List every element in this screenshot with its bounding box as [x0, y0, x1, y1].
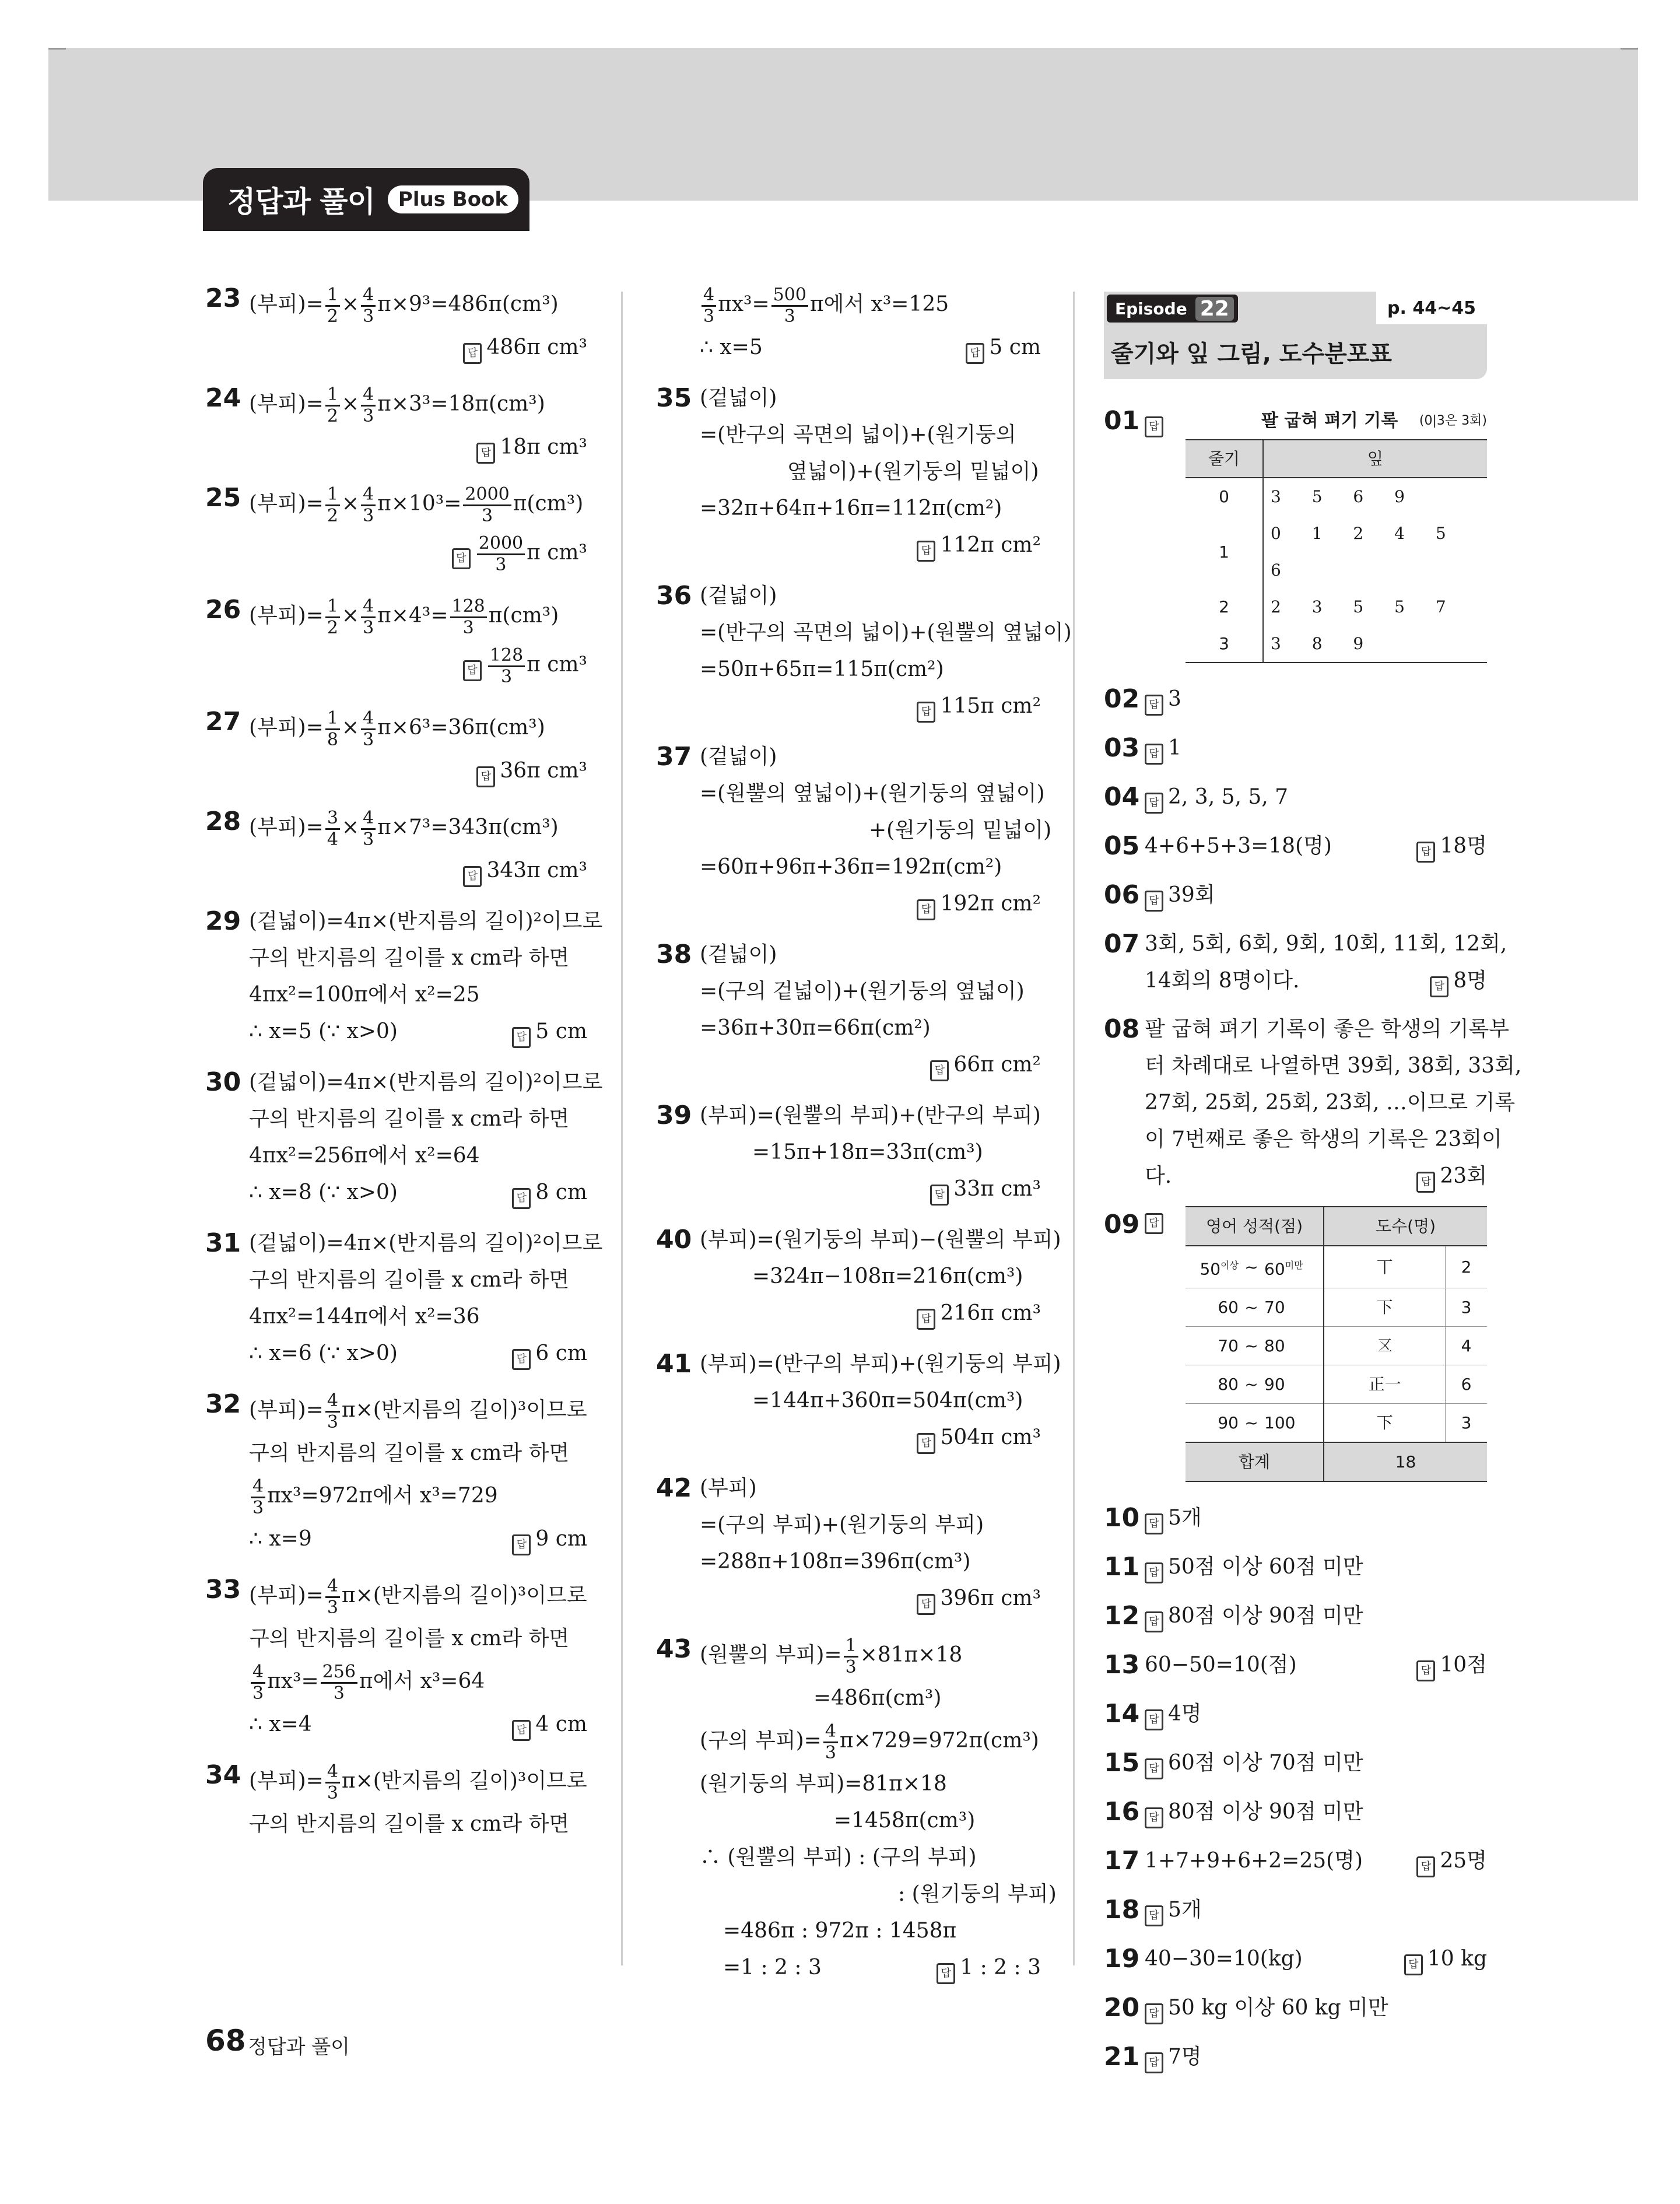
- answer-mark-icon: 답: [1145, 2003, 1163, 2024]
- question-15: 15 답 60점 이상 70점 미만: [1104, 1744, 1487, 1793]
- answer-line: 답 504π cm³: [700, 1419, 1041, 1456]
- stem-leaf-row: 1 0 1 2 4 5 6: [1186, 515, 1487, 588]
- question-12: 12 답 80점 이상 90점 미만: [1104, 1597, 1487, 1646]
- column-divider: [1073, 292, 1075, 1965]
- question-11: 11 답 50점 이상 60점 미만: [1104, 1548, 1487, 1597]
- problem-number: 24: [205, 383, 241, 413]
- problem-number: 33: [205, 1575, 241, 1604]
- question-number: 20: [1104, 1993, 1140, 2023]
- solution-line: ∴ x=9 답 9 cm: [249, 1520, 587, 1557]
- problem-34: [205, 1757, 587, 1842]
- solution-line: =486π(cm³): [813, 1686, 942, 1710]
- stem-leaf-title: 팔 굽혀 펴기 기록: [1261, 411, 1398, 431]
- crop-mark: [1621, 48, 1638, 50]
- frequency-total-row: 합계 18: [1186, 1442, 1487, 1481]
- problem-40: [656, 1221, 1061, 1331]
- question-07: [1104, 926, 1507, 999]
- solution-line: =36π+30π=66π(cm²): [700, 1016, 931, 1040]
- solution-line: +(원기둥의 밑넓이): [869, 818, 1052, 842]
- question-number: 03: [1104, 733, 1140, 763]
- answer-line: 답 36π cm³: [249, 752, 587, 789]
- solution-line: =1458π(cm³): [834, 1809, 976, 1832]
- problem-number: 36: [656, 581, 692, 611]
- problem-number: 30: [205, 1067, 241, 1097]
- problem-38: [656, 936, 1041, 1083]
- problem-27: [205, 703, 587, 789]
- stem-leaf-row: 3 3 8 9: [1186, 625, 1487, 663]
- answer-mark-icon: 답: [512, 1027, 531, 1048]
- answer-mark-icon: 답: [1145, 744, 1163, 765]
- problem-37: [656, 738, 1052, 922]
- solution-line: (부피)= $\frac{1}{2}$ × $\frac{4}{3}$ π×9³=486π(cm³): [249, 284, 559, 327]
- solution-line: =1 : 2 : 3 답 1 : 2 : 3: [700, 1949, 1041, 1986]
- solution-line: =(반구의 곡면의 넓이)+(원기둥의: [700, 423, 1016, 447]
- answer-line: 답 115π cm²: [700, 688, 1041, 724]
- answer-mark-icon: 답: [1145, 416, 1163, 437]
- question-number: 02: [1104, 684, 1140, 714]
- solution-line: =486π : 972π : 1458π: [723, 1919, 957, 1943]
- solution-line: 이 7번째로 좋은 학생의 기록은 23회이: [1145, 1127, 1502, 1151]
- solution-line: =50π+65π=115π(cm²): [700, 657, 944, 681]
- answer-mark-icon: 답: [1145, 891, 1163, 912]
- solution-line: (겉넓이): [700, 942, 777, 966]
- answer-mark-icon: 답: [1416, 842, 1435, 863]
- solution-line: 터 차례대로 나열하면 39회, 38회, 33회,: [1145, 1054, 1522, 1078]
- answer-mark-icon: 답: [1145, 1213, 1163, 1234]
- question-number: 18: [1104, 1895, 1140, 1925]
- frequency-table: [1186, 1206, 1487, 1482]
- problem-number: 40: [656, 1225, 692, 1255]
- problem-42: [656, 1470, 1041, 1617]
- solution-line: (겉넓이)=4π×(반지름의 길이)²이므로: [249, 1070, 603, 1094]
- solution-line: 4πx²=144π에서 x²=36: [249, 1305, 480, 1329]
- solution-line: $\frac{4}{3}$ πx³=972π에서 x³=729: [249, 1471, 587, 1520]
- problem-number: 31: [205, 1228, 241, 1258]
- leaf-header: 잎: [1263, 440, 1487, 478]
- solution-line: (겉넓이)=4π×(반지름의 길이)²이므로: [249, 909, 603, 933]
- problem-number: 27: [205, 707, 241, 737]
- answer-mark-icon: 답: [512, 1188, 531, 1209]
- solution-line: ∴ x=4 답 4 cm: [249, 1706, 587, 1743]
- answer-line: [1145, 402, 1487, 439]
- answer-mark-icon: 답: [1145, 1807, 1163, 1828]
- problem-26: [205, 591, 587, 689]
- question-03: 03 답 1: [1104, 730, 1487, 779]
- problem-number: 28: [205, 807, 241, 836]
- crop-mark: [48, 48, 66, 50]
- question-20: 20 답 50 kg 이상 60 kg 미만: [1104, 1989, 1487, 2038]
- question-number: 16: [1104, 1797, 1140, 1827]
- solution-line: : (원기둥의 부피): [898, 1882, 1057, 1906]
- question-06: 06 답 39회: [1104, 877, 1487, 926]
- question-18: 18 답 5개: [1104, 1891, 1487, 1940]
- answer-mark-icon: 답: [1145, 695, 1163, 716]
- stem-leaf-row: 0 3 5 6 9: [1186, 478, 1487, 515]
- problem-number: 34: [205, 1760, 241, 1790]
- problem-41: [656, 1345, 1061, 1456]
- answer-line: 답 486π cm³: [249, 329, 587, 366]
- solution-line: ∴ x=6 (∵ x>0) 답 6 cm: [249, 1335, 587, 1372]
- solution-line: (부피)= $\frac{4}{3}$ π×(반지름의 길이)³이므로: [249, 1575, 587, 1618]
- stem-header: 줄기: [1186, 440, 1263, 478]
- problem-33: [205, 1571, 587, 1743]
- problem-number: 26: [205, 595, 241, 625]
- problem-number: 25: [205, 483, 241, 513]
- answer-mark-icon: 답: [937, 1963, 955, 1984]
- problem-36: [656, 577, 1072, 724]
- answer-mark-icon: 답: [917, 1309, 935, 1330]
- question-number: 04: [1104, 782, 1140, 812]
- answer-line: 답 192π cm²: [700, 885, 1041, 922]
- answer-mark-icon: 답: [1145, 1611, 1163, 1632]
- solution-line: (겉넓이)=4π×(반지름의 길이)²이므로: [249, 1231, 603, 1255]
- solution-line: =15π+18π=33π(cm³): [752, 1140, 983, 1164]
- question-01: [1104, 402, 1487, 663]
- answer-mark-icon: 답: [1416, 1856, 1435, 1877]
- problem-29: [205, 903, 603, 1050]
- answer-mark-icon: 답: [1416, 1172, 1435, 1193]
- solution-line: 구의 반지름의 길이를 x cm라 하면: [249, 946, 570, 970]
- answer-mark-icon: 답: [463, 660, 482, 681]
- question-number: 12: [1104, 1601, 1140, 1631]
- episode-label: Episode: [1115, 299, 1187, 318]
- episode-badge: [1107, 295, 1238, 323]
- answer-mark-icon: 답: [476, 443, 495, 464]
- answer-line: 답 18π cm³: [249, 429, 587, 465]
- answer-mark-icon: 답: [930, 1185, 949, 1206]
- solution-line: (구의 부피)= $\frac{4}{3}$ π×729=972π(cm³): [700, 1721, 1039, 1763]
- question-09: [1104, 1206, 1487, 1482]
- problem-number: 35: [656, 383, 692, 413]
- answer-mark-icon: 답: [917, 899, 935, 920]
- question-number: 05: [1104, 831, 1140, 861]
- score-header: 영어 성적(점): [1186, 1207, 1324, 1246]
- question-14: 14 답 4명: [1104, 1695, 1487, 1744]
- solution-line: 구의 반지름의 길이를 x cm라 하면: [249, 1812, 570, 1836]
- answer-mark-icon: 답: [930, 1060, 949, 1081]
- solution-line: (겉넓이): [700, 584, 777, 608]
- problem-number: 43: [656, 1634, 692, 1664]
- problem-number: 37: [656, 742, 692, 772]
- answer-mark-icon: 답: [463, 343, 482, 364]
- problem-23: [205, 280, 587, 366]
- problem-30: [205, 1064, 603, 1211]
- answer-mark-icon: 답: [476, 766, 495, 787]
- solution-line: =(구의 겉넓이)+(원기둥의 옆넓이): [700, 979, 1025, 1003]
- solution-line: (겉넓이): [700, 386, 777, 410]
- solution-line: ∴ x=5 (∵ x>0) 답 5 cm: [249, 1013, 587, 1050]
- solution-line: $\frac{4}{3}$ πx³= $\frac{500}{3}$ π에서 x³=125: [700, 280, 1041, 329]
- solution-line: 다. 답 23회: [1145, 1158, 1487, 1194]
- problem-number: 38: [656, 940, 692, 969]
- answer-line: 답 216π cm³: [700, 1295, 1041, 1331]
- question-number: 13: [1104, 1650, 1140, 1680]
- episode-title: 줄기와 잎 그림, 도수분포표: [1111, 341, 1393, 367]
- question-number: 17: [1104, 1846, 1140, 1876]
- answer-mark-icon: 답: [1145, 2052, 1163, 2073]
- solution-line: ∴ x=8 (∵ x>0) 답 8 cm: [249, 1174, 587, 1211]
- question-number: 08: [1104, 1014, 1140, 1044]
- solution-line: (부피)= $\frac{4}{3}$ π×(반지름의 길이)³이므로: [249, 1761, 587, 1803]
- stem-leaf-table: [1186, 439, 1487, 663]
- solution-line: =60π+96π+36π=192π(cm²): [700, 855, 1002, 879]
- problem-32: [205, 1386, 587, 1557]
- answer-mark-icon: 답: [1145, 793, 1163, 814]
- question-number: 01: [1104, 406, 1140, 436]
- frequency-row: 80 ~ 90 正一 6: [1186, 1365, 1487, 1404]
- answer-mark-icon: 답: [917, 702, 935, 723]
- solution-line: =324π−108π=216π(cm³): [752, 1264, 1023, 1288]
- stem-leaf-row: 2 2 3 5 5 7: [1186, 588, 1487, 625]
- solution-line: 팔 굽혀 펴기 기록이 좋은 학생의 기록부: [1145, 1017, 1510, 1041]
- answer-mark-icon: 답: [1145, 1905, 1163, 1926]
- answer-mark-icon: 답: [1430, 976, 1448, 997]
- problem-39: [656, 1097, 1041, 1207]
- question-17: 17 1+7+9+6+2=25(명) 답 25명: [1104, 1842, 1487, 1891]
- question-number: 14: [1104, 1699, 1140, 1729]
- solution-line: 구의 반지름의 길이를 x cm라 하면: [249, 1107, 570, 1131]
- answer-mark-icon: 답: [1416, 1660, 1435, 1681]
- question-05: 05 4+6+5+3=18(명) 답 18명: [1104, 828, 1487, 877]
- solution-line: (원기둥의 부피)=81π×18: [700, 1772, 947, 1796]
- frequency-row: 60 ~ 70 下 3: [1186, 1288, 1487, 1327]
- question-19: 19 40−30=10(kg) 답 10 kg: [1104, 1940, 1487, 1989]
- problem-28: [205, 803, 587, 889]
- answer-mark-icon: 답: [512, 1720, 531, 1741]
- answer-mark-icon: 답: [1404, 1954, 1423, 1975]
- question-number: 15: [1104, 1748, 1140, 1778]
- solution-line: 14회의 8명이다. 답 8명: [1145, 962, 1487, 999]
- question-10: 10 답 5개: [1104, 1499, 1487, 1548]
- question-04: 04 답 2, 3, 5, 5, 7: [1104, 779, 1487, 828]
- answer-mark-icon: 답: [512, 1349, 531, 1370]
- solution-line: 구의 반지름의 길이를 x cm라 하면: [249, 1268, 570, 1292]
- episode-number: 22: [1195, 297, 1234, 321]
- solution-line: 구의 반지름의 길이를 x cm라 하면: [249, 1627, 570, 1651]
- answer-line: 답 $\frac{128}{3}$ π cm³: [249, 640, 587, 689]
- solution-line: (겉넓이): [700, 745, 777, 769]
- answer-mark-icon: 답: [512, 1534, 531, 1555]
- page-number: 68: [205, 2024, 246, 2058]
- question-number: 06: [1104, 880, 1140, 910]
- page-reference: p. 44~45: [1376, 292, 1487, 324]
- solution-line: (부피)=(원뿔의 부피)+(반구의 부피): [700, 1103, 1041, 1127]
- answer-mark-icon: 답: [1145, 1562, 1163, 1583]
- solution-line: (부피)= $\frac{3}{4}$ × $\frac{4}{3}$ π×7³=343π(cm³): [249, 807, 559, 850]
- solution-line: 4πx²=256π에서 x²=64: [249, 1144, 480, 1168]
- column-divider: [621, 292, 623, 1965]
- answer-mark-icon: 답: [917, 1594, 935, 1615]
- question-08: [1104, 1011, 1522, 1194]
- answer-mark-icon: 답: [917, 541, 935, 562]
- frequency-row: 70 ~ 80 𠄡 4: [1186, 1327, 1487, 1365]
- answer-line: 답 396π cm³: [700, 1580, 1041, 1617]
- frequency-row: $50^{이상}$ ~ $60^{미만}$ 丅 2: [1186, 1246, 1487, 1288]
- problem-34-continued: [656, 280, 1041, 366]
- problem-25: [205, 479, 587, 577]
- answer-mark-icon: 답: [452, 548, 471, 569]
- question-02: 02 답 3: [1104, 681, 1487, 730]
- solution-line: 옆넓이)+(원기둥의 밑넓이): [787, 460, 1039, 483]
- solution-line: 구의 반지름의 길이를 x cm라 하면: [249, 1441, 570, 1465]
- column-3: [1104, 402, 1522, 2087]
- question-16: 16 답 80점 이상 90점 미만: [1104, 1793, 1487, 1842]
- answer-line: 답 112π cm²: [700, 527, 1041, 563]
- answer-mark-icon: 답: [917, 1433, 935, 1454]
- solution-line: =(구의 부피)+(원기둥의 부피): [700, 1513, 984, 1537]
- page-title: 정답과 풀이: [227, 185, 375, 219]
- answer-mark-icon: 답: [1145, 1709, 1163, 1730]
- question-number: 11: [1104, 1552, 1140, 1582]
- question-number: 10: [1104, 1503, 1140, 1533]
- answer-line: 답 343π cm³: [249, 852, 587, 889]
- problem-number: 23: [205, 283, 241, 313]
- footer-label: 정답과 풀이: [248, 2035, 350, 2059]
- problem-31: [205, 1225, 603, 1372]
- solution-line: (부피)= $\frac{1}{2}$ × $\frac{4}{3}$ π×3³=18π(cm³): [249, 384, 545, 426]
- frequency-header: 도수(명): [1324, 1207, 1487, 1246]
- column-2: [656, 280, 1072, 1986]
- answer-mark-icon: 답: [1145, 1758, 1163, 1779]
- question-number: 21: [1104, 2042, 1140, 2072]
- problem-24: [205, 380, 587, 465]
- question-13: 13 60−50=10(점) 답 10점: [1104, 1646, 1487, 1695]
- answer-mark-icon: 답: [1145, 1513, 1163, 1534]
- problem-35: [656, 380, 1041, 563]
- solution-line: =(원뿔의 옆넓이)+(원기둥의 옆넓이): [700, 782, 1045, 805]
- solution-line: 27회, 25회, 25회, 23회, …이므로 기록: [1145, 1091, 1516, 1115]
- solution-line: $\frac{4}{3}$ πx³= $\frac{256}{3}$ π에서 x³=64: [249, 1657, 587, 1706]
- solution-line: (원뿔의 부피)= $\frac{1}{3}$ ×81π×18: [700, 1635, 963, 1677]
- answer-mark-icon: 답: [966, 343, 984, 364]
- solution-line: (부피)= $\frac{1}{8}$ × $\frac{4}{3}$ π×6³=36π(cm³): [249, 707, 545, 750]
- column-1: [205, 280, 603, 1842]
- solution-line: =288π+108π=396π(cm³): [700, 1550, 971, 1574]
- solution-line: ∴ x=5 답 5 cm: [700, 329, 1041, 366]
- plus-book-badge: Plus Book: [388, 185, 518, 213]
- problem-number: 42: [656, 1473, 692, 1503]
- solution-line: 3회, 5회, 6회, 9회, 10회, 11회, 12회,: [1145, 932, 1507, 956]
- solution-line: (부피)=(반구의 부피)+(원기둥의 부피): [700, 1352, 1061, 1376]
- frequency-row: 90 ~ 100 下 3: [1186, 1404, 1487, 1443]
- solution-line: (부피)= $\frac{1}{2}$ × $\frac{4}{3}$ π×4³= $\frac{128}{3}$ π(cm³): [249, 595, 559, 638]
- answer-mark-icon: 답: [463, 866, 482, 887]
- question-21: 21 답 7명: [1104, 2038, 1487, 2087]
- solution-line: =(반구의 곡면의 넓이)+(원뿔의 옆넓이): [700, 621, 1072, 644]
- problem-43: [656, 1631, 1057, 1986]
- solution-line: (부피)= $\frac{4}{3}$ π×(반지름의 길이)³이므로: [249, 1390, 587, 1432]
- problem-number: 41: [656, 1349, 692, 1379]
- stem-leaf-note: (0|3은 3회): [1419, 414, 1487, 428]
- header-title-tab: [203, 168, 529, 231]
- question-number: 07: [1104, 929, 1140, 959]
- answer-line: 답 33π cm³: [700, 1171, 1041, 1207]
- solution-line: (부피): [700, 1476, 757, 1500]
- answer-line: 답 $\frac{2000}{3}$ π cm³: [249, 528, 587, 577]
- solution-line: =32π+64π+16π=112π(cm²): [700, 496, 1002, 520]
- question-number: 19: [1104, 1944, 1140, 1974]
- question-number: 09: [1104, 1210, 1140, 1239]
- solution-line: (부피)=(원기둥의 부피)−(원뿔의 부피): [700, 1228, 1061, 1252]
- solution-line: 4πx²=100π에서 x²=25: [249, 983, 480, 1007]
- solution-line: (부피)= $\frac{1}{2}$ × $\frac{4}{3}$ π×10³= $\frac{2000}{3}$ π(cm³): [249, 483, 584, 526]
- problem-number: 39: [656, 1101, 692, 1130]
- problem-number: 29: [205, 906, 241, 936]
- answer-line: 답 66π cm²: [700, 1046, 1041, 1083]
- solution-line: ∴ (원뿔의 부피) : (구의 부피): [700, 1845, 977, 1869]
- problem-number: 32: [205, 1389, 241, 1419]
- solution-line: =144π+360π=504π(cm³): [752, 1389, 1023, 1413]
